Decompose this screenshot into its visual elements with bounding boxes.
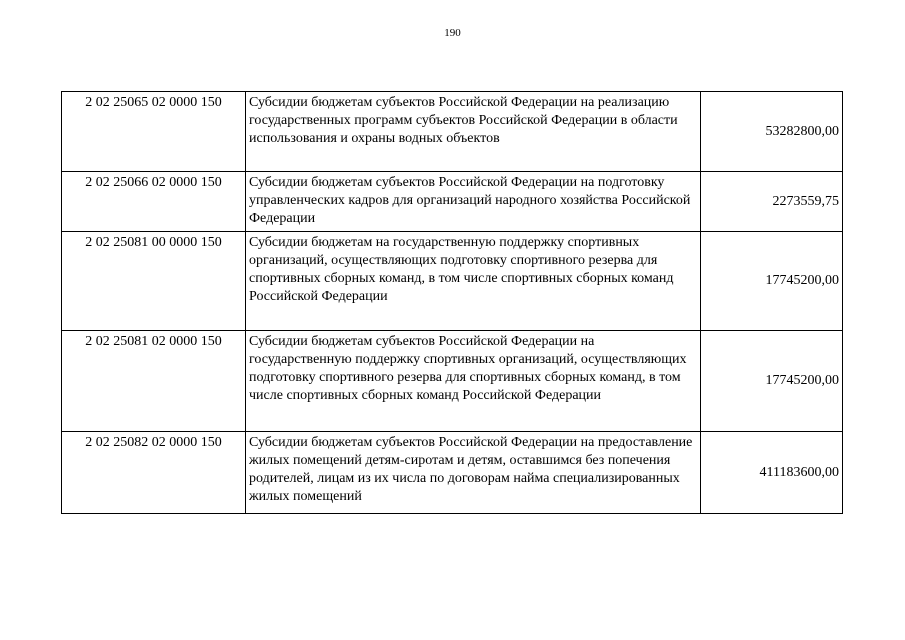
table-row [62, 432, 843, 514]
revenue-name: Субсидии бюджетам субъектов Российской Федерации на подготовку управленческих кадров для организаций народного хозяйства Российской Федерации [246, 172, 701, 232]
budget-classification-code: 2 02 25081 00 0000 150 [62, 232, 246, 331]
revenue-name: Субсидии бюджетам субъектов Российской Федерации на реализацию государственных программ субъектов Российской Федерации в области использования и охраны водных объектов [246, 92, 701, 172]
table-row [62, 232, 843, 331]
page-number: 190 [444, 27, 461, 39]
table-row [62, 172, 843, 232]
amount-value: 411183600,00 [701, 432, 843, 514]
amount-value: 53282800,00 [701, 92, 843, 172]
revenue-name: Субсидии бюджетам субъектов Российской Федерации на государственную поддержку спортивных организаций, осуществляющих подготовку спортивного резерва для спортивных сборных команд, в том числе спортивных сборных команд Российской Федерации [246, 331, 701, 432]
amount-value: 17745200,00 [701, 331, 843, 432]
table-row [62, 331, 843, 432]
amount-value: 2273559,75 [701, 172, 843, 232]
revenue-name: Субсидии бюджетам субъектов Российской Федерации на предоставление жилых помещений детям-сиротам и детям, оставшимся без попечения родителей, лицам из их числа по договорам найма специализированных жилых помещений [246, 432, 701, 514]
budget-classification-code: 2 02 25082 02 0000 150 [62, 432, 246, 514]
budget-classification-code: 2 02 25081 02 0000 150 [62, 331, 246, 432]
table-row [62, 92, 843, 172]
budget-classification-code: 2 02 25065 02 0000 150 [62, 92, 246, 172]
budget-classification-code: 2 02 25066 02 0000 150 [62, 172, 246, 232]
revenue-name: Субсидии бюджетам на государственную поддержку спортивных организаций, осуществляющих подготовку спортивного резерва для спортивных сборных команд, в том числе спортивных сборных команд Российской Федерации [246, 232, 701, 331]
amount-value: 17745200,00 [701, 232, 843, 331]
budget-revenue-table [61, 91, 843, 514]
